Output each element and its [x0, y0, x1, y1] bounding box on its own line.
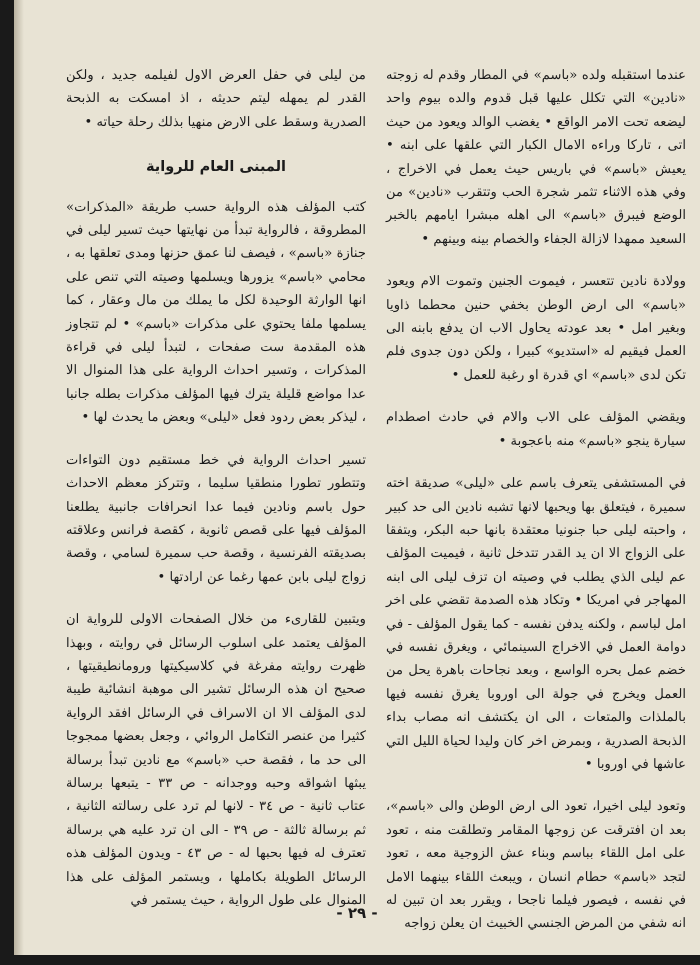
- paragraph: في المستشفى يتعرف باسم على «ليلى» صديقة اخته سميرة ، فيتعلق بها ويحبها لانها تشبه نادين الى حد كبير ، واحبته ليلى حبا جنونيا معتقدة بانها حبه البكر، ويتفقا على الزواج الا ان يد القدر تتدخل ثانية ، فيميت المؤلف عم ليلى الذي يطلب في وصيته ان تزف ليلى الى ابنه المهاجر في امريكا • وتكاد هذه الصدمة تقضي على اخر امل لباسم ، ولكنه يدفن نفسه - كما يقول المؤلف - في دوامة العمل في الاخراج السينمائي ، ويغرق نفسه في خضم عمل بحره الواسع ، وبعد نجاحات باهرة يحل من العمل ويخرج في جولة الى اوروبا يغرق نفسه فيها بالملذات والمتعات ، الى ان يكتشف انه مصاب بداء الذبحة الصدرية ، وبمرض اخر كان وليدا لحياة الليل التي عاشها في اوروبا •: [385, 476, 686, 772]
- paragraph: تسير احداث الرواية في خط مستقيم دون التواءات وتتطور تطورا منطقيا سليما ، وتتركز معظم الاحداث حول باسم ونادين فيما عدا انحرافات جانبية يطلعنا المؤلف فيها على قصص ثانوية ، كقصة فرانس وعلاقته بصديقته الفرنسية ، وقصة حب سميرة لسامي ، وقصة زواج ليلى بابن عمها رغما عن ارادتها •: [66, 452, 366, 585]
- book-page: [14, 0, 700, 955]
- paragraph: كتب المؤلف هذه الرواية حسب طريقة «المذكرات» المطروقة ، فالرواية تبدأ من نهايتها حيث تسير ليلى في جنازة «باسم» ، فيصف لنا عمق حزنها ومدى تعلقها به ، محامي «باسم» يزورها ويسلمها وصيته التي تنص على انها الوارثة الوحيدة لكل ما يملك من مال وعقار ، كما يسلمها ملفا يحتوي على مذكرات «باسم» • لم تتجاوز هذه المقدمة ست صفحات ، لتبدأ ليلى في قراءة المذكرات ، وتسير احداث الرواية على هذا المنوال الا عدا مواضع قليلة يترك فيها المؤلف مذكرات بطله جانبا ، ليذكر بعض ردود فعل «ليلى» وبعض ما يحدث لها •: [66, 199, 366, 426]
- page-binding-shadow: [14, 0, 24, 955]
- right-column: [386, 64, 686, 955]
- paragraph: من ليلى في حفل العرض الاول لفيلمه جديد ، ولكن القدر لم يمهله ليتم حديثه ، اذ امسكت به الذبحة الصدرية وسقط على الارض منهيا بذلك رحلة حياته •: [66, 68, 366, 130]
- left-column: [66, 64, 366, 931]
- paragraph: ويتبين للقارىء من خلال الصفحات الاولى للرواية ان المؤلف يعتمد على اسلوب الرسائل في روايته ، وبهذا ظهرت روايته مفرغة في كلاسيكيتها ورومانطيقيتها ، صحيح ان هذه الرسائل تشير الى موهبة انشائية طيبة لدى المؤلف الا ان الاسراف في الرسائل افقد الرواية كثيرا من عنصر التكامل الروائي ، وجعل بعضها ممجوجا الى حد ما ، فقصة حب «باسم» مع نادين تبدأ برسالة يبثها اشواقه وحبه ووجدانه - ص ٣٣ - يتبعها برسالة عتاب ثانية - ص ٣٤ - لانها لم ترد على رسالته الثانية ، ثم برسالة ثالثة - ص ٣٩ - الى ان ترد عليه هي برسالة تعترف له فيها بحبها له - ص ٤٣ - ويدون المؤلف هذه الرسائل الطويلة بكاملها ، ويستمر المؤلف على هذا المنوال على طول الرواية ، حيث يستمر في: [66, 612, 367, 908]
- paragraph: وولادة نادين تتعسر ، فيموت الجنين وتموت الام ويعود «باسم» الى ارض الوطن بخفي حنين محطما ذاويا وبغير امل • بعد عودته يحاول الاب ان يدفع بابنه الى العمل فيقيم له «استديو» كبيرا ، ولكن دون جدوى فلم تكن لدى «باسم» اي قدرة او رغبة للعمل •: [386, 274, 686, 383]
- paragraph: عندما استقبله ولده «باسم» في المطار وقدم له زوجته «نادين» التي تكلل عليها قبل قدوم والده بيوم واحد ليضعه تحت الامر الواقع • يغضب الوالد ويعود من حيث اتى ، تاركا وراءه الامال الكبار التي علقها على ابنه • يعيش «باسم» في باريس حيث يعمل في الاخراج ، وفي هذه الاثناء تثمر شجرة الحب وتتقرب «نادين» من الوضع فيبرق «باسم» الى اهله مبشرا ايامهم بالخبر السعيد ممهدا لازالة الجفاء والخصام بينه وبينهم •: [386, 68, 686, 247]
- page-number: - ٢٩ -: [336, 904, 378, 922]
- paragraph: وتعود ليلى اخيرا، تعود الى ارض الوطن والى «باسم»، بعد ان افترقت عن زوجها المقامر وتطلقت منه ، تعود على امل اللقاء بباسم وبناء عش الزوجية معه ، تعود لتجد «باسم» حطام انسان ، ويبعث اللقاء بينهما الامل في نفسه ، فيصور فيلما ناجحا ، ويقرر بعد ان تبين له انه شفي من المرض الجنسي الخبيث ان يعلن زواجه: [386, 799, 686, 932]
- section-heading: المبنى العام للرواية: [145, 159, 286, 176]
- paragraph: ويقضي المؤلف على الاب والام في حادث اصطدام سيارة ينجو «باسم» منه باعجوبة •: [386, 410, 686, 449]
